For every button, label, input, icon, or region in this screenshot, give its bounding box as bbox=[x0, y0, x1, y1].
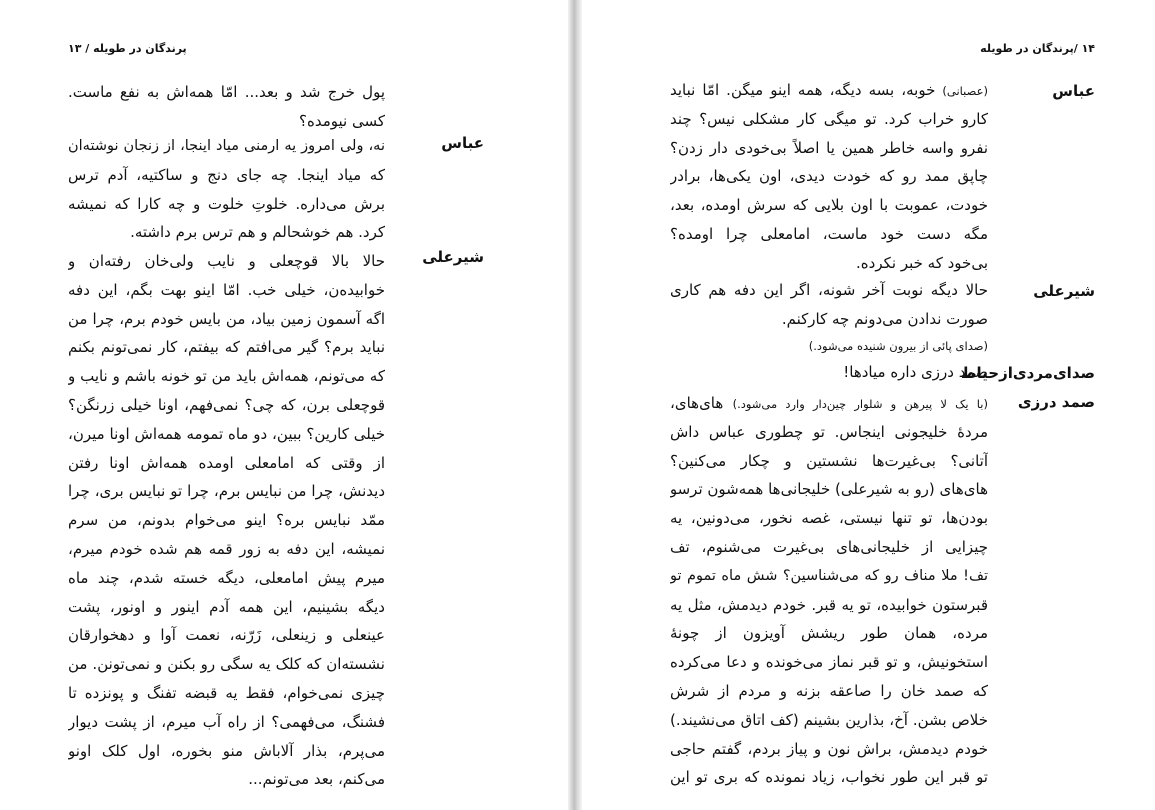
text-line: قبرستون خوابیده، تو یه قبر. خودم دیدمش، مثل یه bbox=[670, 595, 988, 614]
text-line: خودم دیدمش، براش نون و پیاز بردم، گفتم حاجی bbox=[670, 739, 988, 758]
text-line bbox=[670, 389, 988, 418]
stage-direction: (صدای پائی از بیرون شنیده می‌شود.) bbox=[808, 338, 988, 353]
text-fragment: های‌های، bbox=[670, 394, 724, 412]
text-line: می‌کنم، بعد می‌تونم... bbox=[248, 770, 385, 789]
text-line: خودت، عموبت با اون بلایی که سرش اومده، بعد، bbox=[670, 196, 988, 215]
shirali-speech bbox=[670, 276, 988, 358]
text-line: میرم پیش امامعلی، دیگه خسته شدم، چند ماه bbox=[68, 568, 385, 587]
text-line: حالا دیگه نوبت آخر شونه، اگر این دفه هم کاری bbox=[670, 281, 988, 299]
text-line: خیلی کارین؟ ببین، دو ماه تمومه همه‌اش اونا میرن، bbox=[68, 424, 385, 443]
text-line: دیدنش، چرا من نبایس برم، چرا تو نبایس بری، چرا bbox=[68, 482, 385, 501]
text-line: اگه آسمون زمین بیاد، من بایس خودم برم، چرا من bbox=[68, 309, 385, 328]
text-line: از وقتی که امامعلی اومده همه‌اش اونا رفتن bbox=[68, 453, 385, 472]
stage-direction: (عصبانی) bbox=[942, 84, 988, 98]
text-line: پول خرج شد و بعد... امّا همه‌اش به نفع ماست. bbox=[68, 83, 385, 101]
text-line: برش می‌داره. خلوتِ خلوت و چه کارا که نمیشه bbox=[68, 194, 385, 213]
abbas-speech bbox=[68, 132, 385, 247]
continuation-block bbox=[68, 78, 385, 136]
text-line: عینعلی و زینعلی، زَرّنه، نعمت آوا و دهخوارقان bbox=[68, 626, 385, 645]
text-line: ممّد نبایس بره؟ اینو می‌خوام بدونم، من سرم bbox=[68, 511, 385, 530]
text-line: صورت ندادن می‌دونم چه کارکنم. bbox=[781, 309, 988, 328]
text-line: کارو خراب کرد. تو میگی کار مشکلی نیس؟ چند bbox=[670, 109, 988, 128]
text-line: که صمد خان را صاعقه بزنه و مردم از شرش bbox=[670, 681, 988, 700]
text-line: خوابیده‌ن، خیلی خب. امّا اینو بهت بگم، این دفه bbox=[68, 280, 385, 299]
text-line: چیزی نمی‌خوام، فقط یه قبضه تفنگ و پونزده تا bbox=[68, 683, 385, 702]
text-line: تف! ملا مناف رو که می‌شناسین؟ شش ماه تموم تو bbox=[670, 567, 988, 584]
voice-speech bbox=[670, 358, 988, 387]
right-page-header: ۱۴ /پرندگان در طویله bbox=[980, 42, 1095, 55]
speaker-name-shirali: شیرعلی bbox=[1033, 282, 1095, 300]
text-line: استخونیش، و تو قبر نماز می‌خونده و دعا می‌کرده bbox=[670, 653, 988, 672]
text-line: بودن‌ها، تو تنها نیستی، غصه نخور، می‌دونین، یه bbox=[670, 509, 988, 528]
right-page bbox=[582, 0, 1155, 810]
shirali-speech bbox=[68, 247, 385, 794]
abbas-speech bbox=[670, 76, 988, 278]
text-line: تو قبر این طور نخواب، زیاد نمونده که بری تو این bbox=[670, 768, 988, 787]
text-line: خلاص بشن. آخ، بذارین بشینم (کف اتاق می‌نشیند.) bbox=[670, 710, 988, 729]
text-line: حالا بالا قوچعلی و نایب ولی‌خان رفته‌ان و bbox=[68, 252, 385, 270]
text-fragment: خوبه، بسه دیگه، همه اینو میگن. امّا نباید bbox=[670, 81, 936, 99]
speaker-name-samad: صمد درزی bbox=[1017, 393, 1095, 411]
speaker-name-abbas: عباس bbox=[441, 134, 484, 152]
text-line: که میاد اینجا. چه جای دنج و ساکتیه، آدم ترس bbox=[68, 165, 385, 184]
text-line: نشسته‌ان که کلک یه سگی رو بکنن و نمی‌تونن. من bbox=[68, 655, 385, 674]
speaker-name-shirali: شیرعلی bbox=[422, 248, 484, 266]
left-page-header: پرندگان در طویله / ۱۳ bbox=[68, 42, 187, 55]
text-line: دیگه بشینیم، این همه آدم اینور و اونور، پشت bbox=[68, 597, 385, 616]
samad-speech bbox=[670, 389, 988, 792]
text-line bbox=[670, 76, 988, 105]
text-line: مردهٔ خلیجونی اینجاس. تو چطوری عباس داش bbox=[670, 422, 988, 441]
text-line: نفرو واسه خاطر همین یا اصلاً بی‌خودی دار زدن؟ bbox=[670, 138, 988, 157]
text-line: قوچعلی برن، که چی؟ نمی‌فهم، اونا خیلی زرنگن؟ bbox=[68, 395, 385, 414]
stage-direction: (با یک لا پیرهن و شلوار چین‌دار وارد می‌شود.) bbox=[732, 397, 988, 411]
text-line: که می‌تونم، همه‌اش باید من تو خونه باشم و نایب و bbox=[68, 367, 385, 386]
text-line: مگه دست خود ماست، امامعلی چرا اومده؟ bbox=[670, 224, 988, 243]
speaker-name-voice: صدای‌مردی‌ازحیاط bbox=[960, 364, 1095, 382]
text-line: بی‌خود که خبر نکرده. bbox=[856, 253, 988, 272]
text-line: چاپق ممد رو که خودت دیدی، اون یکی‌ها، برادر bbox=[670, 167, 988, 186]
left-page bbox=[0, 0, 568, 810]
text-line: نباید برم؟ گیر می‌افتم که بیفتم، کار نمی‌تونم بکنم bbox=[68, 338, 385, 357]
text-line: کسی نیومده؟ bbox=[299, 111, 385, 130]
text-line: مرده، همان طور ریشش آویزون از چونهٔ bbox=[670, 624, 988, 643]
speaker-name-abbas: عباس bbox=[1052, 82, 1095, 100]
text-line: صمد درزی داره میادها! bbox=[843, 363, 988, 381]
text-line: نمیشه، این دفه به زور قمه هم شده خودم میرم، bbox=[68, 539, 385, 558]
text-line: کرد. هم خوشحالم و هم ترس برم داشته. bbox=[130, 223, 385, 242]
text-line: می‌پرم، بذار آلاباش منو بخوره، اول کلک اونو bbox=[68, 741, 385, 760]
text-line: چیزایی از خلیجانی‌های بی‌غیرت می‌شنوم، تف bbox=[670, 537, 988, 556]
text-line: آتانی؟ بی‌غیرت‌ها نشستین و چکار می‌کنین؟ bbox=[670, 451, 988, 470]
text-line: های‌های (رو به شیرعلی) خلیجانی‌ها همه‌شون ترسو bbox=[670, 480, 988, 499]
text-line: فشنگ، می‌فهمی؟ از راه آب میرم، از پشت دیوار bbox=[68, 712, 385, 731]
book-gutter bbox=[568, 0, 582, 810]
text-line: نه، ولی امروز یه ارمنی میاد اینجا، از زنجان نوشته‌ان bbox=[68, 138, 385, 154]
